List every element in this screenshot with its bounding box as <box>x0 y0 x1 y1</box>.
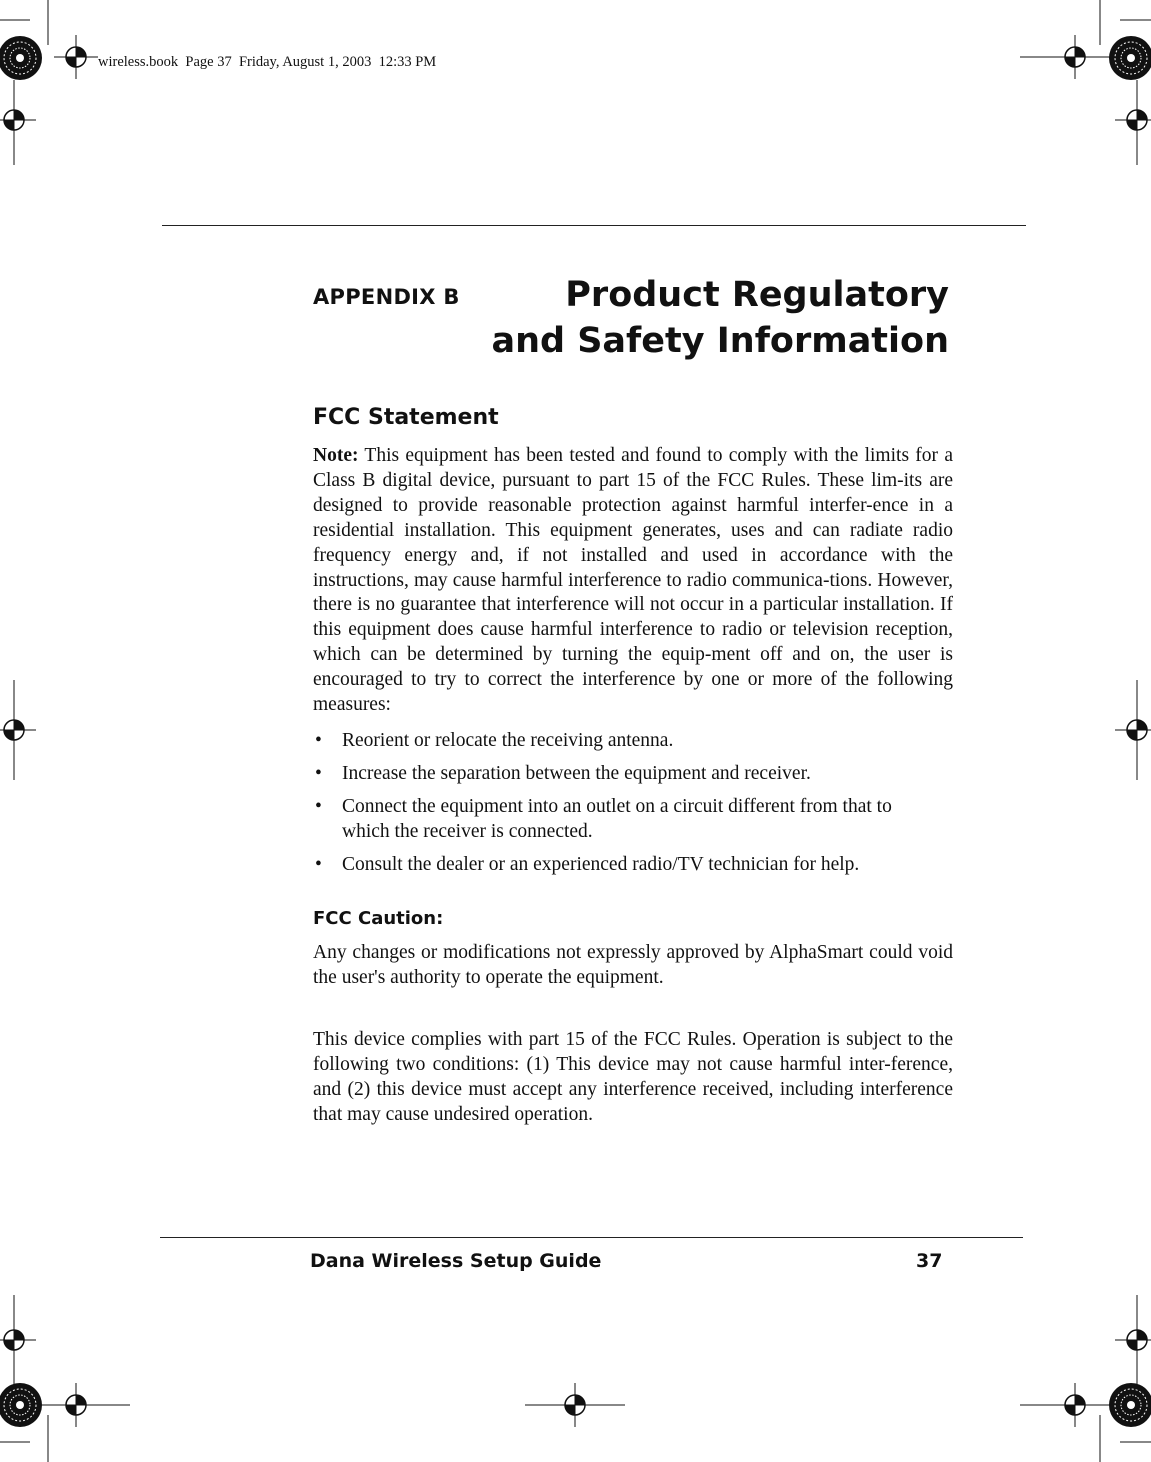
compliance-paragraph: This device complies with part 15 of the FCC Rules. Operation is subject to the following two conditions: (1) This device may not cause harmful inter-ference, and (2) this device must accept any interference received, including interference that may cause undesired operation. <box>313 1029 953 1125</box>
bullet-icon: • <box>315 854 322 875</box>
fcc-note-paragraph <box>313 444 953 718</box>
bullet-icon: • <box>315 796 322 817</box>
title-line-1: Product Regulatory <box>565 275 949 315</box>
page-number: 37 <box>916 1250 943 1272</box>
page-title <box>309 272 949 364</box>
header-rule <box>162 225 1026 226</box>
appendix-label: APPENDIX B <box>313 285 460 309</box>
fcc-caution-heading: FCC Caution: <box>313 908 444 929</box>
fcc-statement-heading: FCC Statement <box>313 405 499 430</box>
bullet-icon: • <box>315 763 322 784</box>
measures-list <box>313 728 953 885</box>
note-label: Note: <box>313 445 359 466</box>
footer-rule <box>160 1237 1023 1238</box>
note-text: This equipment has been tested and found to comply with the limits for a Class B digital device, pursuant to part 15 of the FCC Rules. These lim-its are designed to provide reasonable protection against harmful interfer-ence in a residential installation. This equipment generates, uses and can radiate radio frequency energy and, if not installed and used in accordance with the instructions, may cause harmful interference to radio communica-tions. However, there is no guarantee that interference will not occur in a particular installation. If this equipment does cause harmful interference to radio or television reception, which can be determined by turning the equip-ment off and on, the user is encouraged to try to correct the interference by one or more of the following measures: <box>313 445 953 716</box>
list-item: • Reorient or relocate the receiving antenna. <box>315 730 674 751</box>
print-slug: wireless.book Page 37 Friday, August 1, 2003 12:33 PM <box>98 54 437 70</box>
title-line-2: and Safety Information <box>491 321 949 361</box>
caution-paragraph: Any changes or modifications not expressly approved by AlphaSmart could void the user's authority to operate the equipment. <box>313 942 953 988</box>
list-item: • Increase the separation between the equipment and receiver. <box>315 763 811 784</box>
footer-title: Dana Wireless Setup Guide <box>310 1250 602 1272</box>
bullet-icon: • <box>315 730 322 751</box>
list-item: • Consult the dealer or an experienced radio/TV technician for help. <box>315 854 860 875</box>
list-item: • Connect the equipment into an outlet on a circuit different from that to which the receiver is connected. <box>315 796 892 842</box>
